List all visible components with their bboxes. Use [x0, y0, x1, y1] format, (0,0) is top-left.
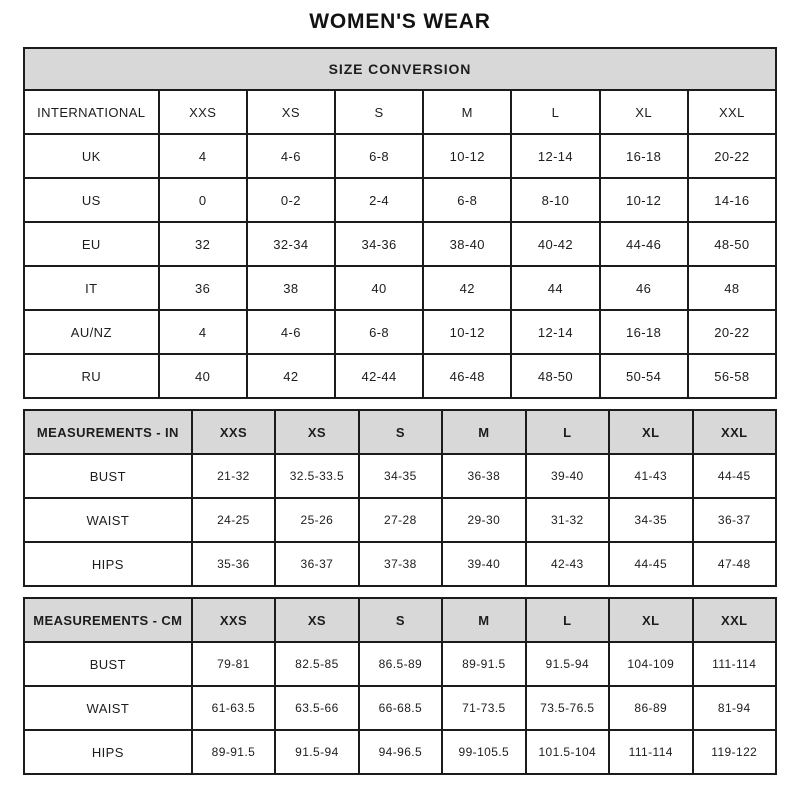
value-cell: 40-42	[511, 222, 599, 266]
value-cell: 94-96.5	[359, 730, 442, 774]
size-column-header: M	[442, 410, 525, 454]
value-cell: 16-18	[600, 134, 688, 178]
size-column-header: S	[359, 410, 442, 454]
measurements-cm-table	[23, 597, 777, 775]
row-label: RU	[24, 354, 159, 398]
table-row	[24, 354, 776, 398]
value-cell: 8-10	[511, 178, 599, 222]
value-cell: 46-48	[423, 354, 511, 398]
value-cell: 66-68.5	[359, 686, 442, 730]
value-cell: 10-12	[600, 178, 688, 222]
value-cell: 40	[335, 266, 423, 310]
size-column-header: XL	[600, 90, 688, 134]
value-cell: 50-54	[600, 354, 688, 398]
value-cell: 82.5-85	[275, 642, 358, 686]
value-cell: 0-2	[247, 178, 335, 222]
row-label: WAIST	[24, 686, 192, 730]
value-cell: 34-35	[359, 454, 442, 498]
value-cell: 12-14	[511, 134, 599, 178]
row-label: US	[24, 178, 159, 222]
value-cell: 42-43	[526, 542, 609, 586]
value-cell: 10-12	[423, 310, 511, 354]
size-column-header: XS	[275, 598, 358, 642]
value-cell: 36-37	[275, 542, 358, 586]
value-cell: 91.5-94	[275, 730, 358, 774]
value-cell: 24-25	[192, 498, 275, 542]
value-cell: 119-122	[693, 730, 777, 774]
value-cell: 6-8	[423, 178, 511, 222]
table-title-row	[24, 48, 776, 90]
table-row	[24, 498, 776, 542]
size-column-header: XS	[275, 410, 358, 454]
value-cell: 0	[159, 178, 247, 222]
value-cell: 44-46	[600, 222, 688, 266]
value-cell: 20-22	[688, 310, 776, 354]
table-row	[24, 542, 776, 586]
value-cell: 35-36	[192, 542, 275, 586]
value-cell: 36	[159, 266, 247, 310]
row-label: BUST	[24, 454, 192, 498]
value-cell: 42	[247, 354, 335, 398]
value-cell: 63.5-66	[275, 686, 358, 730]
value-cell: 47-48	[693, 542, 777, 586]
value-cell: 36-38	[442, 454, 525, 498]
row-header-label: INTERNATIONAL	[24, 90, 159, 134]
size-column-header: XXL	[693, 410, 777, 454]
value-cell: 42	[423, 266, 511, 310]
value-cell: 4	[159, 134, 247, 178]
value-cell: 48	[688, 266, 776, 310]
size-column-header: S	[335, 90, 423, 134]
value-cell: 86-89	[609, 686, 692, 730]
value-cell: 39-40	[526, 454, 609, 498]
size-column-header: M	[423, 90, 511, 134]
value-cell: 21-32	[192, 454, 275, 498]
value-cell: 4	[159, 310, 247, 354]
value-cell: 48-50	[688, 222, 776, 266]
size-column-header: XS	[247, 90, 335, 134]
value-cell: 4-6	[247, 134, 335, 178]
table-row	[24, 178, 776, 222]
size-column-header: XXS	[159, 90, 247, 134]
value-cell: 99-105.5	[442, 730, 525, 774]
size-column-header: XXS	[192, 598, 275, 642]
size-column-header: XXL	[688, 90, 776, 134]
value-cell: 16-18	[600, 310, 688, 354]
value-cell: 46	[600, 266, 688, 310]
row-label: UK	[24, 134, 159, 178]
value-cell: 29-30	[442, 498, 525, 542]
value-cell: 71-73.5	[442, 686, 525, 730]
value-cell: 6-8	[335, 134, 423, 178]
value-cell: 32	[159, 222, 247, 266]
value-cell: 39-40	[442, 542, 525, 586]
column-header-row	[24, 598, 776, 642]
size-column-header: M	[442, 598, 525, 642]
value-cell: 10-12	[423, 134, 511, 178]
size-column-header: S	[359, 598, 442, 642]
table-row	[24, 642, 776, 686]
size-column-header: L	[511, 90, 599, 134]
value-cell: 44-45	[609, 542, 692, 586]
value-cell: 89-91.5	[192, 730, 275, 774]
table-row	[24, 134, 776, 178]
table-row	[24, 266, 776, 310]
value-cell: 61-63.5	[192, 686, 275, 730]
value-cell: 44	[511, 266, 599, 310]
value-cell: 79-81	[192, 642, 275, 686]
column-header-row	[24, 90, 776, 134]
value-cell: 89-91.5	[442, 642, 525, 686]
value-cell: 41-43	[609, 454, 692, 498]
value-cell: 81-94	[693, 686, 777, 730]
size-column-header: XXL	[693, 598, 777, 642]
value-cell: 40	[159, 354, 247, 398]
value-cell: 91.5-94	[526, 642, 609, 686]
row-label: WAIST	[24, 498, 192, 542]
value-cell: 31-32	[526, 498, 609, 542]
value-cell: 25-26	[275, 498, 358, 542]
value-cell: 32.5-33.5	[275, 454, 358, 498]
value-cell: 12-14	[511, 310, 599, 354]
value-cell: 73.5-76.5	[526, 686, 609, 730]
value-cell: 14-16	[688, 178, 776, 222]
value-cell: 86.5-89	[359, 642, 442, 686]
size-column-header: XL	[609, 410, 692, 454]
value-cell: 44-45	[693, 454, 777, 498]
value-cell: 36-37	[693, 498, 777, 542]
row-label: HIPS	[24, 542, 192, 586]
value-cell: 56-58	[688, 354, 776, 398]
table-title: SIZE CONVERSION	[24, 48, 776, 90]
value-cell: 32-34	[247, 222, 335, 266]
value-cell: 48-50	[511, 354, 599, 398]
value-cell: 37-38	[359, 542, 442, 586]
row-label: AU/NZ	[24, 310, 159, 354]
size-column-header: XL	[609, 598, 692, 642]
row-label: BUST	[24, 642, 192, 686]
value-cell: 38-40	[423, 222, 511, 266]
value-cell: 20-22	[688, 134, 776, 178]
value-cell: 38	[247, 266, 335, 310]
value-cell: 2-4	[335, 178, 423, 222]
value-cell: 34-35	[609, 498, 692, 542]
table-row	[24, 686, 776, 730]
value-cell: 111-114	[693, 642, 777, 686]
row-label: IT	[24, 266, 159, 310]
row-label: EU	[24, 222, 159, 266]
value-cell: 111-114	[609, 730, 692, 774]
table-row	[24, 222, 776, 266]
value-cell: 27-28	[359, 498, 442, 542]
size-column-header: L	[526, 410, 609, 454]
value-cell: 34-36	[335, 222, 423, 266]
value-cell: 104-109	[609, 642, 692, 686]
column-header-row	[24, 410, 776, 454]
measurements-in-table	[23, 409, 777, 587]
page-title: WOMEN'S WEAR	[309, 10, 491, 33]
value-cell: 4-6	[247, 310, 335, 354]
size-column-header: L	[526, 598, 609, 642]
table-row	[24, 454, 776, 498]
size-column-header: XXS	[192, 410, 275, 454]
row-header-label: MEASUREMENTS - CM	[24, 598, 192, 642]
size-conversion-table	[23, 47, 777, 399]
row-header-label: MEASUREMENTS - IN	[24, 410, 192, 454]
value-cell: 6-8	[335, 310, 423, 354]
table-row	[24, 310, 776, 354]
row-label: HIPS	[24, 730, 192, 774]
value-cell: 101.5-104	[526, 730, 609, 774]
value-cell: 42-44	[335, 354, 423, 398]
table-row	[24, 730, 776, 774]
